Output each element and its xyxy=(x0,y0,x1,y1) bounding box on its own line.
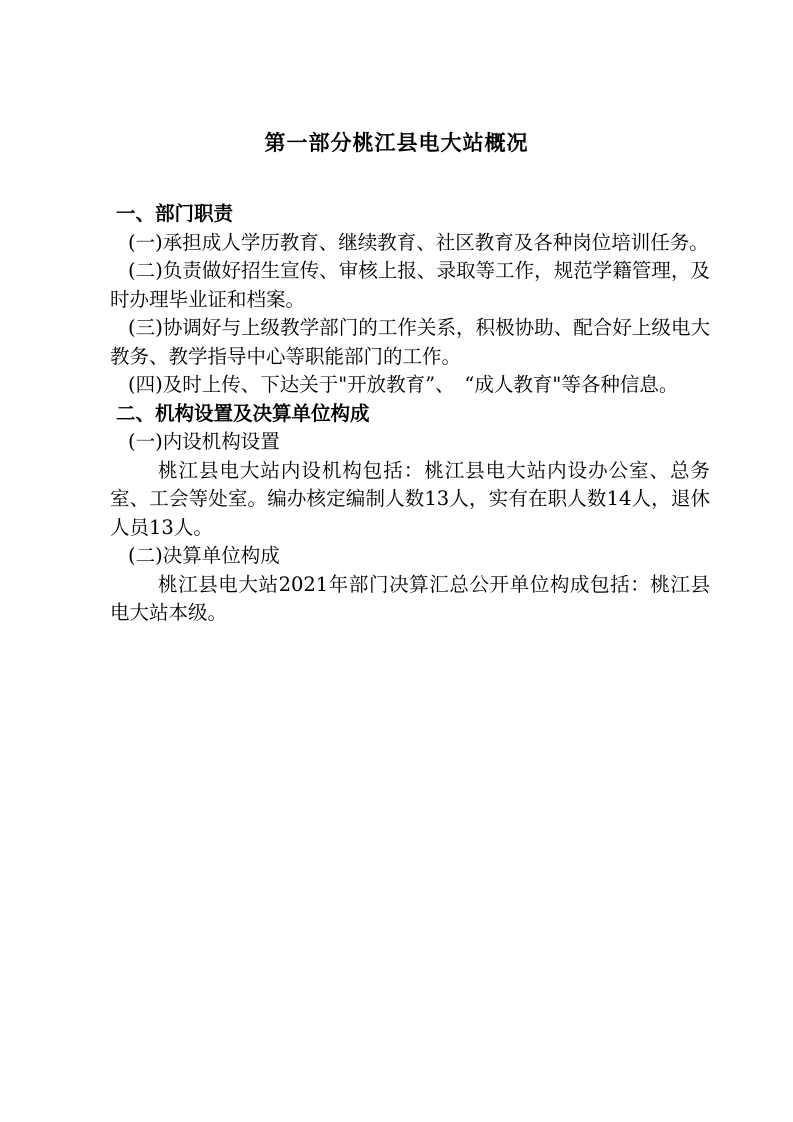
subsection-heading-internal: (一)内设机构设置 xyxy=(128,430,280,453)
units-composition-text: 桃江县电大站2021年部门决算汇总公开单位构成包括：桃江县电大站本级。 xyxy=(110,572,710,624)
section-heading-organization: 二、机构设置及决算单位构成 xyxy=(116,401,370,425)
document-body xyxy=(110,200,710,628)
duty-item-4: (四)及时上传、下达关于"开放教育”、 “成人教育"等各种信息。 xyxy=(128,373,679,396)
duty-item-3: (三)协调好与上级教学部门的工作关系，积极协助、配合好上级电大教务、教学指导中心等职能部门的工作。 xyxy=(110,316,710,368)
subsection-heading-units: (二)决算单位构成 xyxy=(128,544,280,567)
duty-item-2: (二)负责做好招生宣传、审核上报、录取等工作，规范学籍管理，及时办理毕业证和档案。 xyxy=(110,259,710,311)
section-heading-duties: 一、部门职责 xyxy=(116,202,234,225)
duty-item-1: (一)承担成人学历教育、继续教育、社区教育及各种岗位培训任务。 xyxy=(128,230,709,254)
internal-structure-text: 桃江县电大站内设机构包括：桃江县电大站内设办公室、总务室、工会等处室。编办核定编制人数13人，实有在职人数14人，退休人员13人。 xyxy=(110,458,710,539)
page-title: 第一部分桃江县电大站概况 xyxy=(264,131,529,155)
